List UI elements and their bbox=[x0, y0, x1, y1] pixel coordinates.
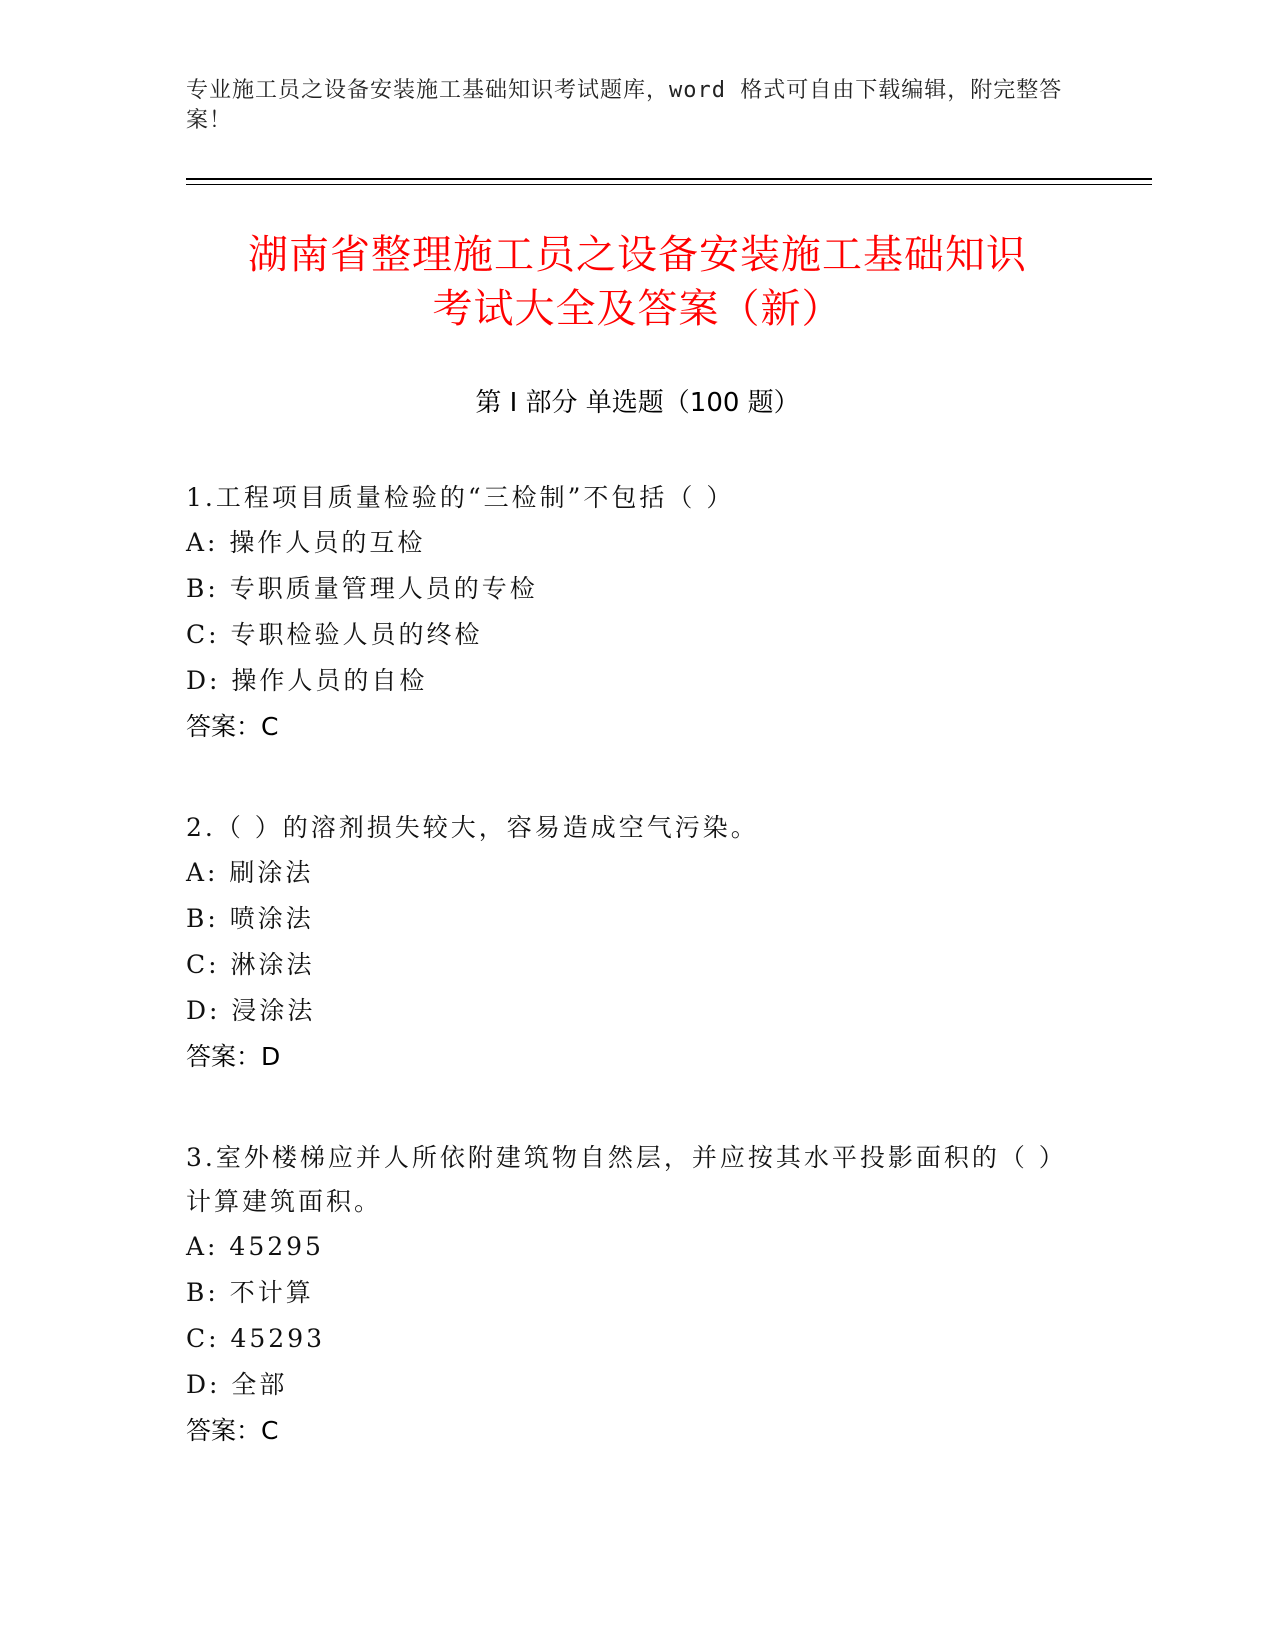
option-a: A: 操作人员的互检 bbox=[186, 528, 426, 557]
question-stem: 3.室外楼梯应并人所依附建筑物自然层，并应按其水平投影面积的（ ）计算建筑面积。 bbox=[186, 1143, 1055, 1216]
question-list bbox=[186, 476, 1066, 1510]
question-stem: 1.工程项目质量检验的“三检制”不包括（ ） bbox=[186, 483, 735, 512]
document-title bbox=[130, 228, 1145, 336]
option-a: A: 刷涂法 bbox=[186, 858, 314, 887]
question-2 bbox=[186, 806, 1066, 1080]
option-b: B: 专职质量管理人员的专检 bbox=[186, 574, 538, 603]
option-d: D: 操作人员的自检 bbox=[186, 666, 428, 695]
header-divider-thick bbox=[186, 178, 1152, 180]
question-1 bbox=[186, 476, 1066, 750]
question-3 bbox=[186, 1136, 1066, 1454]
answer: 答案：D bbox=[186, 1042, 281, 1071]
answer: 答案：C bbox=[186, 1416, 279, 1445]
option-c: C: 淋涂法 bbox=[186, 950, 315, 979]
section-heading: 第 I 部分 单选题（100 题） bbox=[475, 388, 800, 418]
header-divider-thin bbox=[186, 184, 1152, 185]
option-d: D: 浸涂法 bbox=[186, 996, 316, 1025]
header-note: 专业施工员之设备安装施工基础知识考试题库，word 格式可自由下载编辑，附完整答案！ bbox=[186, 78, 1063, 133]
option-d: D: 全部 bbox=[186, 1370, 288, 1399]
question-stem: 2.（ ）的溶剂损失较大，容易造成空气污染。 bbox=[186, 813, 759, 842]
document-title-line-1: 湖南省整理施工员之设备安装施工基础知识 bbox=[248, 232, 1027, 278]
option-a: A: 45295 bbox=[186, 1232, 324, 1261]
answer: 答案：C bbox=[186, 712, 279, 741]
document-title-line-2: 考试大全及答案（新） bbox=[432, 286, 843, 332]
option-b: B: 不计算 bbox=[186, 1278, 314, 1307]
option-c: C: 专职检验人员的终检 bbox=[186, 620, 483, 649]
option-c: C: 45293 bbox=[186, 1324, 326, 1353]
option-b: B: 喷涂法 bbox=[186, 904, 314, 933]
